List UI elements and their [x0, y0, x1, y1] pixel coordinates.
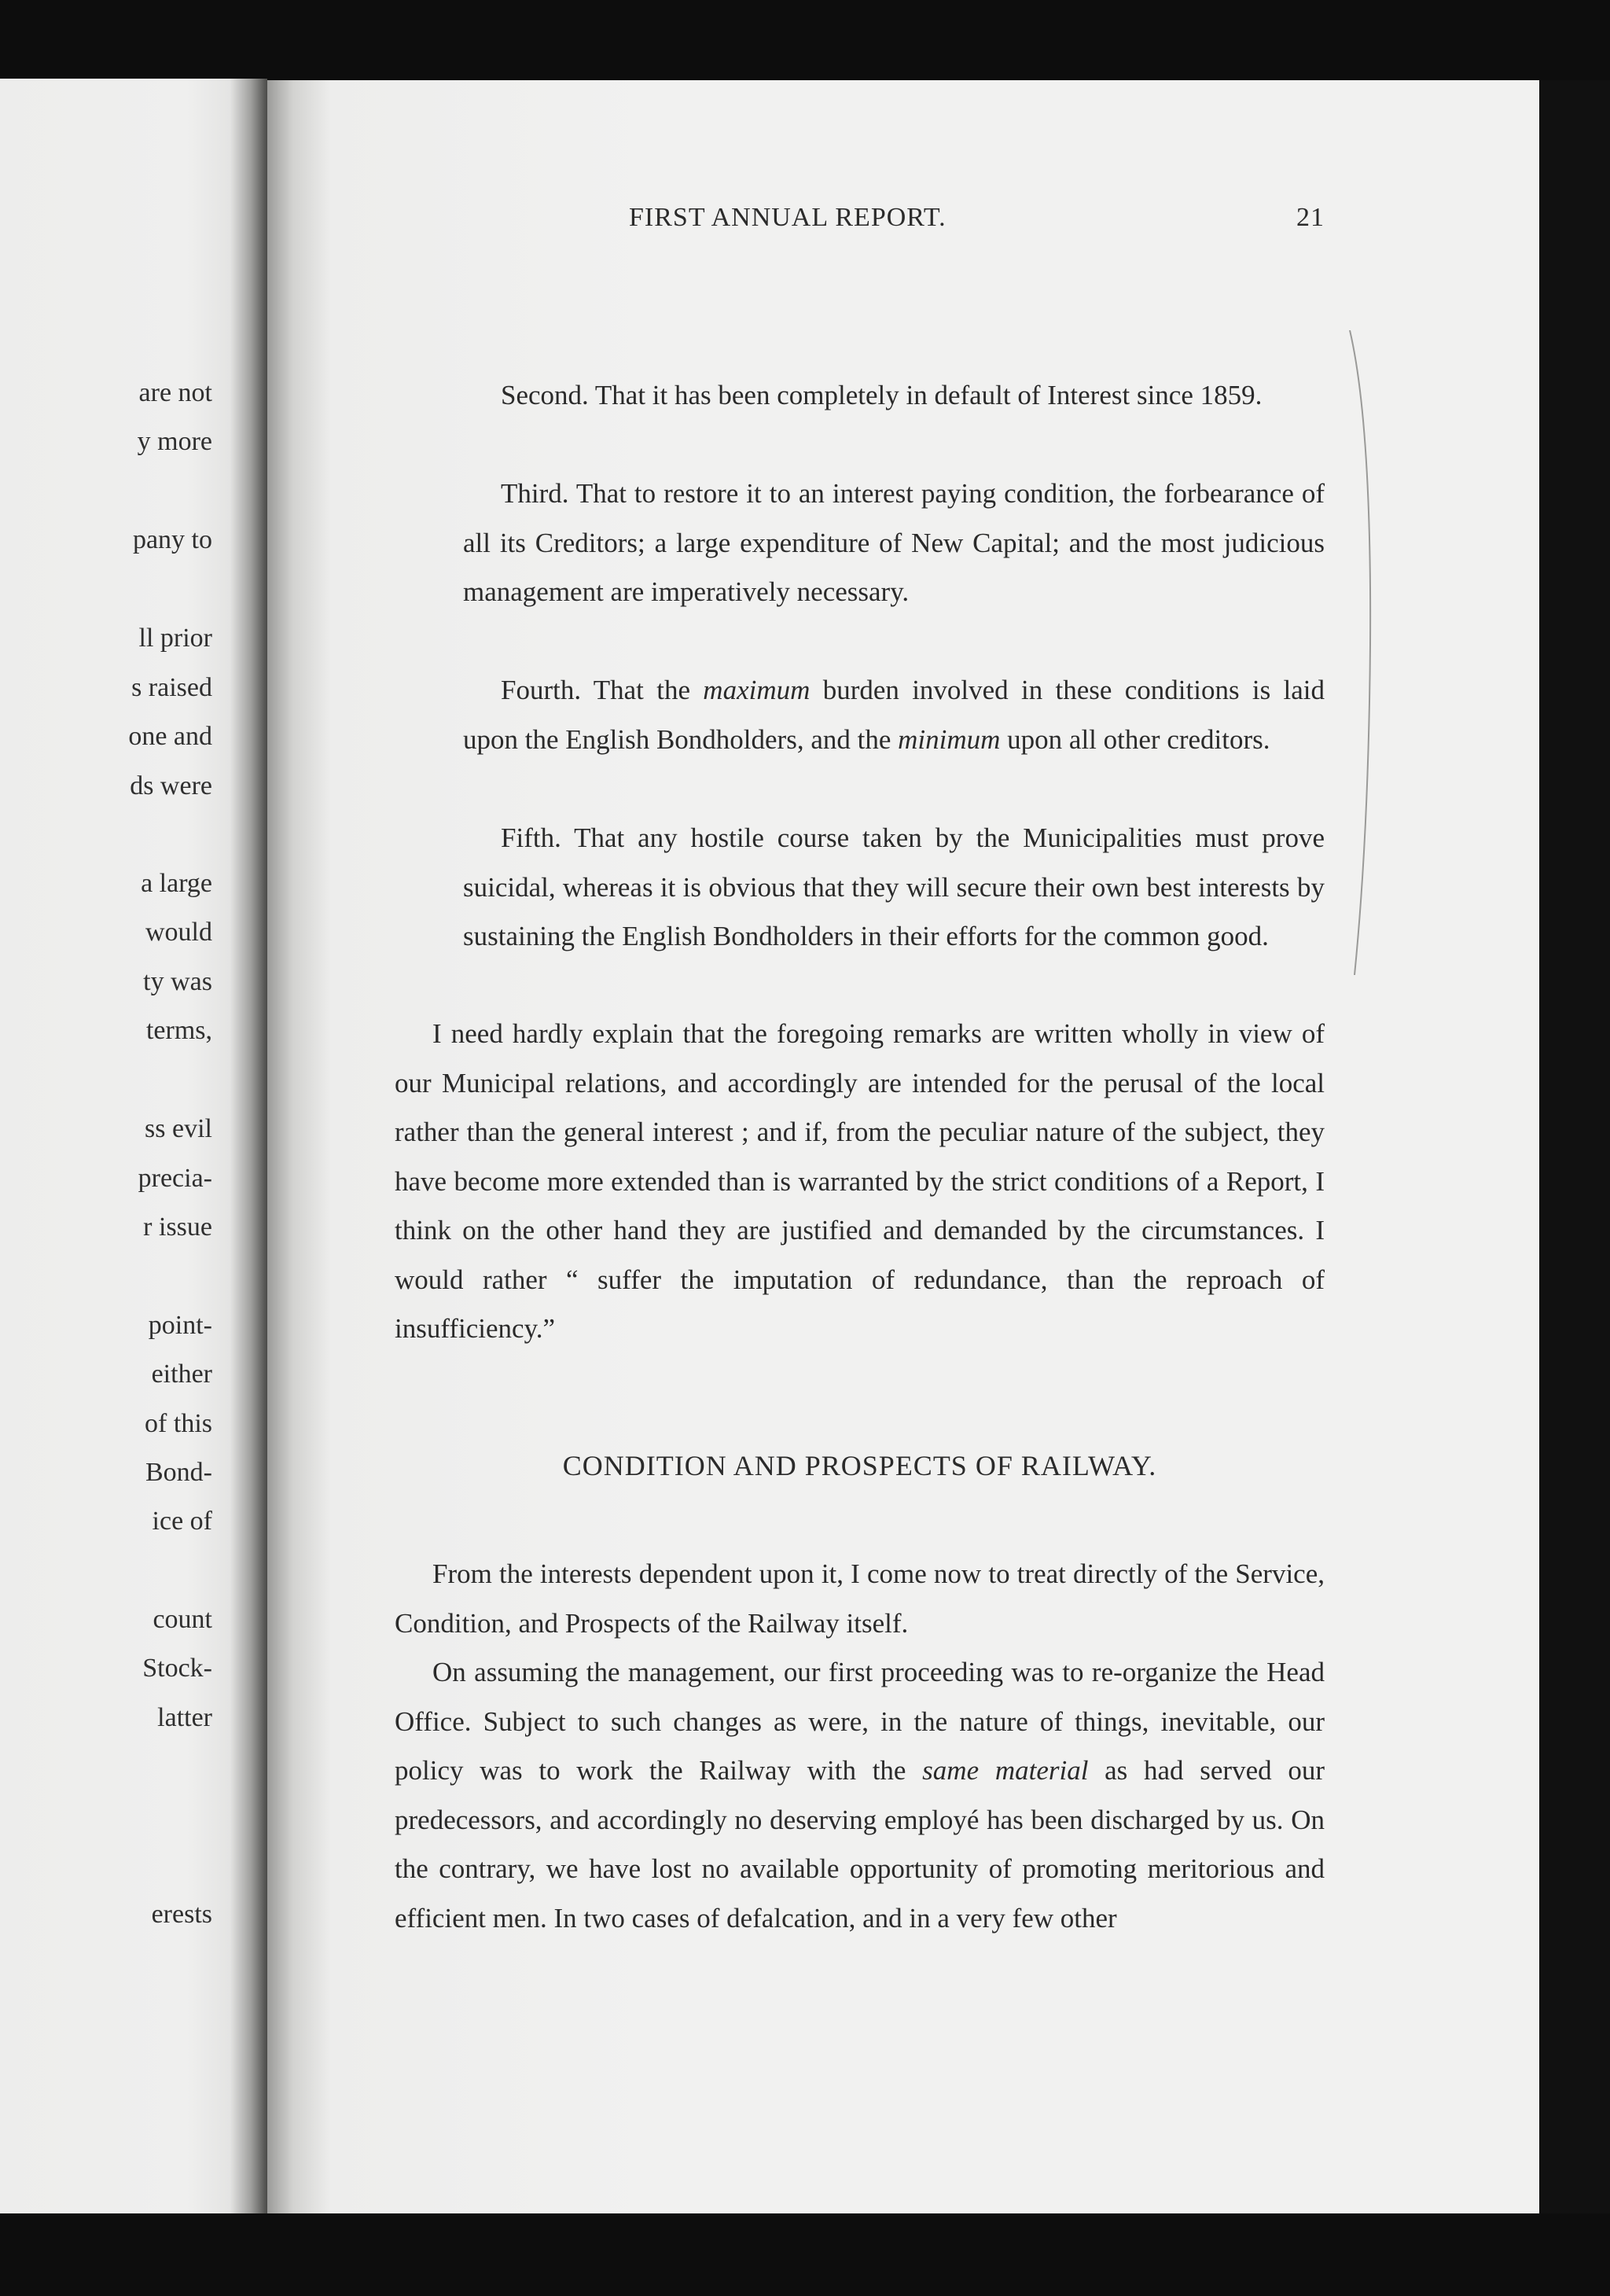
paragraph-assuming-text-b: as had served our predecessors, and accordingly no deserving employé has been discharged by us. On the contrary, we have lost no available opportunity of promoting meritorious and efficient men. In two cases of defalcation, and in a very few other: [395, 1755, 1325, 1934]
left-page-fragment: pany to: [132, 525, 212, 554]
left-page-fragment: ice of: [152, 1507, 212, 1536]
left-page-fragment: Stock-: [142, 1654, 212, 1683]
paragraph-second: Second. That it has been completely in default of Interest since 1859.: [501, 380, 1263, 410]
paragraph-assuming: [395, 1648, 1325, 1943]
paragraph-fifth: Fifth. That any hostile course taken by the Municipalities must prove suicidal, whereas it is obvious that they will secure their own best interests by sustaining the English Bondholders in their efforts for the common good.: [463, 822, 1325, 951]
left-page-fragment: erests: [151, 1900, 212, 1929]
paragraph-third: Third. That to restore it to an interest paying condition, the forbearance of all its Creditors; a large expenditure of New Capital; and the most judicious management are imperatively necessary.: [463, 478, 1325, 607]
left-page-fragment: are not: [138, 378, 212, 407]
left-page-fragment: would: [145, 918, 212, 947]
page-number: 21: [1296, 203, 1325, 232]
left-page-fragment: count: [153, 1605, 212, 1634]
left-page-fragment: Bond-: [145, 1458, 212, 1487]
emphasis-minimum: minimum: [898, 723, 1001, 755]
paragraph-fourth: [463, 666, 1325, 764]
left-page-fragment: ty was: [143, 967, 212, 996]
left-page-fragment: either: [151, 1360, 212, 1389]
paragraph-interests: From the interests dependent upon it, I come now to treat directly of the Service, Condition, and Prospects of the Railway itself.: [395, 1558, 1325, 1639]
emphasis-same-material: same material: [922, 1755, 1089, 1786]
left-page-fragment: ss evil: [145, 1114, 212, 1143]
paragraph-fourth-text-b: burden involved in these conditions is laid upon the English Bondholders, and the: [463, 675, 1325, 755]
left-page-fragment: ll prior: [138, 624, 212, 653]
paragraph-fourth-text-a: Fourth. That the: [501, 675, 704, 705]
left-page-fragment: point-: [148, 1311, 212, 1340]
left-page-fragment: r issue: [143, 1212, 212, 1242]
paragraph-assuming-text-a: On assuming the management, our first proceeding was to re-organize the Head Office. Subject to such changes as were, in the nature of things, inevitable, our policy was to work the Railway with the: [395, 1657, 1325, 1786]
paragraph-explain: I need hardly explain that the foregoing remarks are written wholly in view of our Municipal relations, and accordingly are intended for the perusal of the local rather than the general interest ; and if, from the peculiar nature of the subject, they have become more extended than is warranted by the strict conditions of a Report, I think on the other hand they are justified and demanded by the circumstances. I would rather “ suffer the imputation of redundance, than the reproach of insufficiency.”: [395, 1018, 1325, 1344]
left-page-fragment: s raised: [131, 673, 212, 702]
left-page-fragment: of this: [145, 1409, 212, 1438]
left-page-fragment: terms,: [145, 1016, 212, 1045]
left-page-fragment: ds were: [130, 771, 212, 800]
emphasis-maximum: maximum: [703, 675, 811, 705]
paragraph-fourth-text-c: upon all other creditors.: [1000, 723, 1270, 755]
left-page-fragment: y more: [137, 427, 212, 456]
left-page-fragment: latter: [157, 1703, 212, 1732]
pencil-margin-mark: [1348, 330, 1380, 975]
left-page-fragment: one and: [128, 722, 212, 751]
left-page-fragment: a large: [141, 869, 212, 898]
section-heading: CONDITION AND PROSPECTS OF RAILWAY.: [562, 1450, 1157, 1481]
left-page: [0, 79, 267, 2213]
left-page-fragment: precia-: [138, 1164, 212, 1193]
page-edge-shadow: [1539, 80, 1610, 2213]
running-title: FIRST ANNUAL REPORT.: [629, 203, 947, 232]
